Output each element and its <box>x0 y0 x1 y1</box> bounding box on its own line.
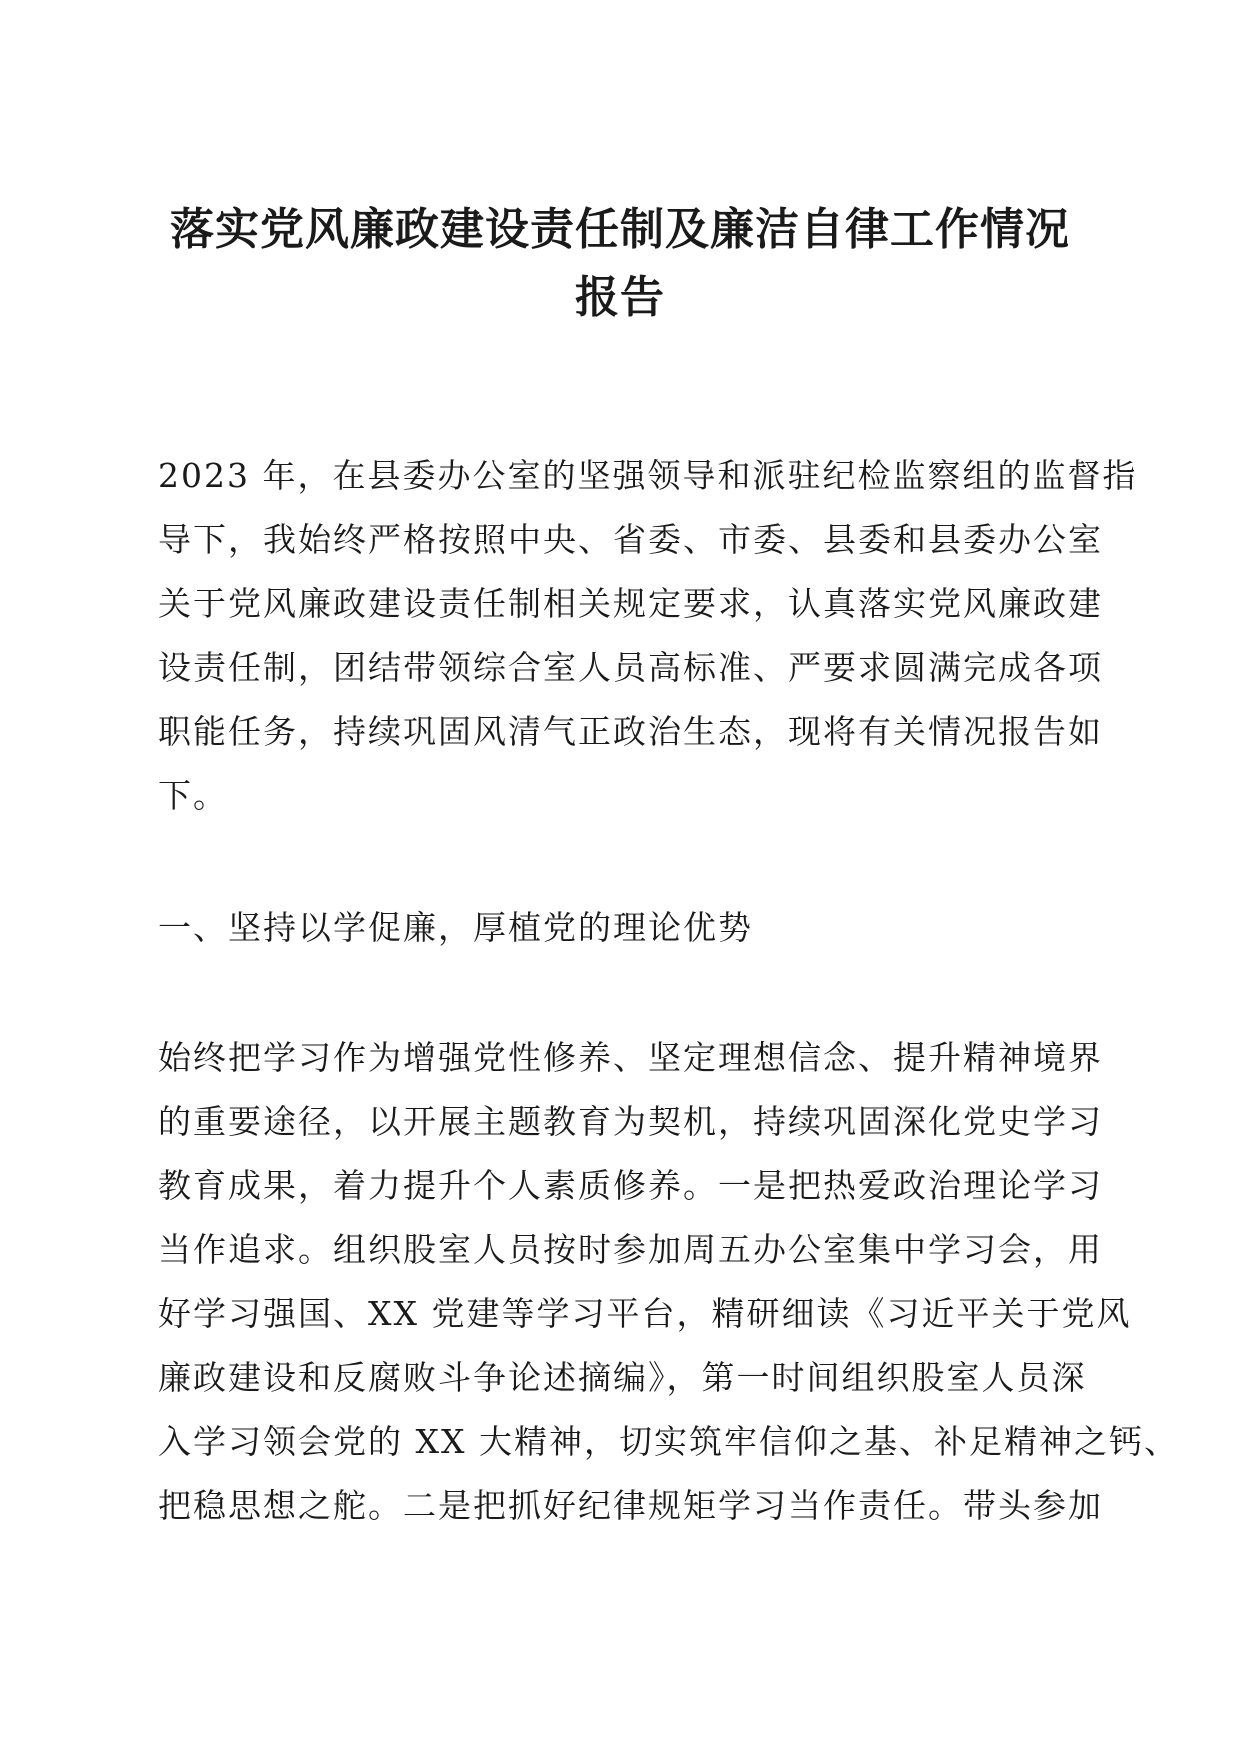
text-line: 设责任制，团结带领综合室人员高标准、严要求圆满完成各项 <box>158 648 1103 687</box>
section-one-paragraph <box>158 1026 1179 1538</box>
intro-paragraph <box>158 444 1138 828</box>
text-line: 廉政建设和反腐败斗争论述摘编》，第一时间组织股室人员深 <box>158 1358 1087 1397</box>
section-heading-text: 一、坚持以学促廉，厚植党的理论优势 <box>158 908 753 947</box>
text-line: 入学习领会党的 XX 大精神，切实筑牢信仰之基、补足精神之钙、 <box>158 1422 1179 1461</box>
text-line: 好学习强国、XX 党建等学习平台，精研细读《习近平关于党风 <box>158 1294 1132 1333</box>
text-line: 下。 <box>158 776 228 815</box>
text-line: 始终把学习作为增强党性修养、坚定理想信念、提升精神境界 <box>158 1038 1103 1077</box>
document-title <box>150 196 1090 332</box>
text-line: 导下，我始终严格按照中央、省委、市委、县委和县委办公室 <box>158 520 1103 559</box>
text-line: 关于党风廉政建设责任制相关规定要求，认真落实党风廉政建 <box>158 584 1103 623</box>
title-line: 报告 <box>575 272 665 323</box>
text-line: 把稳思想之舵。二是把抓好纪律规矩学习当作责任。带头参加 <box>158 1486 1103 1525</box>
text-line: 当作追求。组织股室人员按时参加周五办公室集中学习会，用 <box>158 1230 1103 1269</box>
section-heading <box>158 896 1078 960</box>
text-line: 2023 年，在县委办公室的坚强领导和派驻纪检监察组的监督指 <box>158 456 1138 495</box>
title-line: 落实党风廉政建设责任制及廉洁自律工作情况 <box>170 204 1070 255</box>
text-line: 的重要途径，以开展主题教育为契机，持续巩固深化党史学习 <box>158 1102 1103 1141</box>
text-line: 职能任务，持续巩固风清气正政治生态，现将有关情况报告如 <box>158 712 1103 751</box>
text-line: 教育成果，着力提升个人素质修养。一是把热爱政治理论学习 <box>158 1166 1103 1205</box>
